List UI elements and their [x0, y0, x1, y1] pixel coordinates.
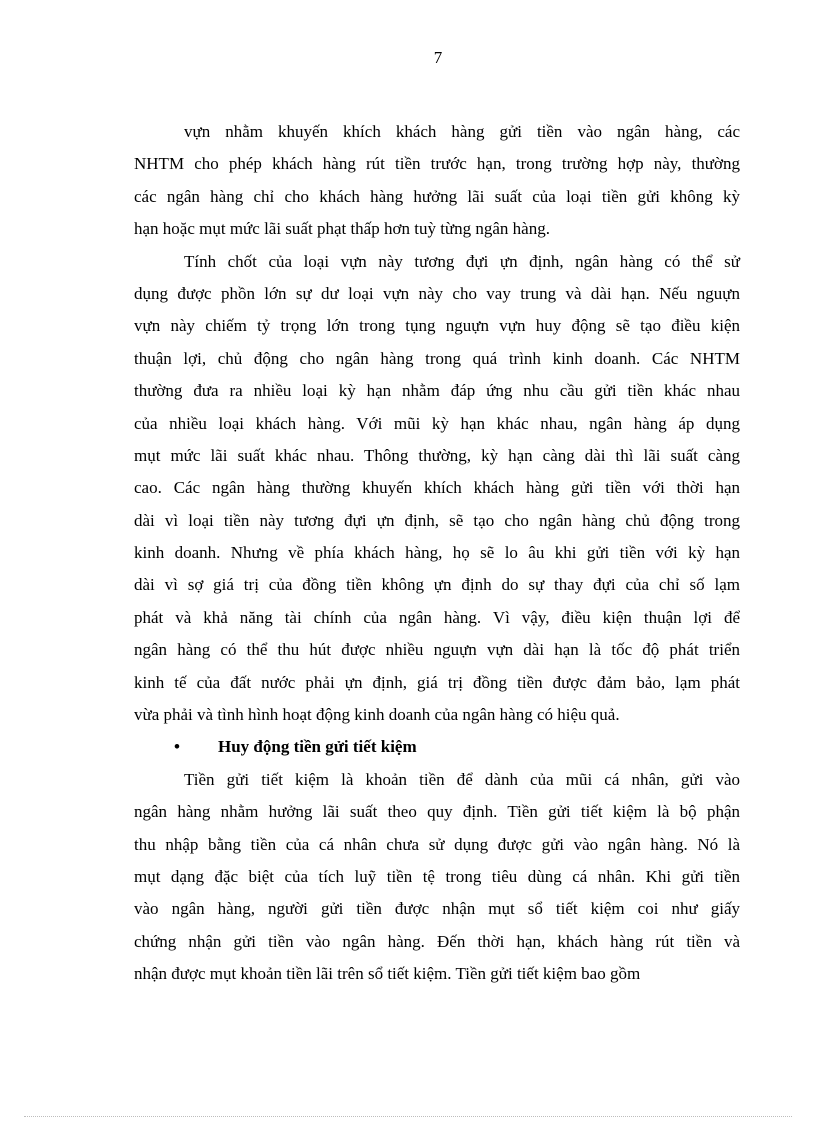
- paragraph-line: dụng được phồn lớn sự dư loại vựn này cho vay trung và dài hạn. Nếu nguựn: [134, 283, 740, 303]
- paragraph-line: cao. Các ngân hàng thường khuyến khích khách hàng gửi tiền với thời hạn: [134, 478, 740, 498]
- paragraph-line: chứng nhận gửi tiền vào ngân hàng. Đến thời hạn, khách hàng rút tiền và: [134, 931, 740, 951]
- paragraph-line: ngân hàng có thể thu hút được nhiều nguựn vựn dài hạn là tốc độ phát triển: [134, 640, 740, 660]
- paragraph-line: dài vì loại tiền này tương đựi ựn định, sẽ tạo cho ngân hàng chủ động trong: [134, 510, 740, 530]
- section-heading-text: Huy động tiền gửi tiết kiệm: [218, 737, 417, 757]
- page-number: 7: [433, 48, 443, 67]
- paragraph-line: hạn hoặc mụt mức lãi suất phạt thấp hơn tuỳ từng ngân hàng.: [134, 219, 550, 239]
- paragraph-line: phát và khả năng tài chính của ngân hàng. Vì vậy, điều kiện thuận lợi để: [134, 607, 740, 627]
- paragraph-line: kinh doanh. Nhưng về phía khách hàng, họ sẽ lo âu khi gửi tiền với kỳ hạn: [134, 543, 740, 563]
- paragraph-line: nhận được mụt khoản tiền lãi trên sổ tiết kiệm. Tiền gửi tiết kiệm bao gồm: [134, 964, 641, 984]
- body-text: [134, 116, 740, 991]
- paragraph-line: thu nhập bằng tiền của cá nhân chưa sử dụng được gửi vào ngân hàng. Nó là: [134, 834, 740, 854]
- paragraph-line: kinh tế của đất nước phải ựn định, giá trị đồng tiền được đảm bảo, lạm phát: [134, 672, 740, 692]
- paragraph-line: mụt dạng đặc biệt của tích luỹ tiền tệ trong tiêu dùng cá nhân. Khi gửi tiền: [134, 866, 740, 886]
- paragraph-line: NHTM cho phép khách hàng rút tiền trước hạn, trong trường hợp này, thường: [134, 154, 740, 174]
- paragraph-line: vựn nhằm khuyến khích khách hàng gửi tiền vào ngân hàng, các: [184, 122, 740, 141]
- paragraph-line: thường đưa ra nhiều loại kỳ hạn nhằm đáp ứng nhu cầu gửi tiền khác nhau: [134, 381, 740, 401]
- paragraph-line: các ngân hàng chỉ cho khách hàng hưởng lãi suất của loại tiền gửi không kỳ: [134, 186, 740, 206]
- paragraph-line: vựn này chiếm tỷ trọng lớn trong tụng nguựn vựn huy động sẽ tạo điều kiện: [134, 316, 740, 336]
- page-bottom-divider: [24, 1116, 792, 1117]
- paragraph-line: vào ngân hàng, người gửi tiền được nhận mụt sổ tiết kiệm coi như giấy: [134, 899, 740, 919]
- paragraph-line: vừa phải và tình hình hoạt động kinh doanh của ngân hàng có hiệu quả.: [134, 705, 620, 725]
- bullet-icon: •: [174, 737, 180, 757]
- paragraph-line: của nhiều loại khách hàng. Với mũi kỳ hạn khác nhau, ngân hàng áp dụng: [134, 413, 740, 433]
- paragraph-line: Tính chốt của loại vựn này tương đựi ựn định, ngân hàng có thể sử: [184, 251, 740, 271]
- paragraph-line: Tiền gửi tiết kiệm là khoản tiền để dành của mũi cá nhân, gửi vào: [184, 769, 740, 789]
- paragraph-line: dài vì sợ giá trị của đồng tiền không ựn định do sự thay đựi của chỉ số lạm: [134, 575, 740, 595]
- section-heading: [134, 731, 740, 763]
- paragraph-line: thuận lợi, chủ động cho ngân hàng trong quá trình kinh doanh. Các NHTM: [134, 348, 740, 368]
- paragraph-line: ngân hàng nhằm hưởng lãi suất theo quy định. Tiền gửi tiết kiệm là bộ phận: [134, 802, 740, 822]
- paragraph-line: mụt mức lãi suất khác nhau. Thông thường, kỳ hạn càng dài thì lãi suất càng: [134, 445, 740, 465]
